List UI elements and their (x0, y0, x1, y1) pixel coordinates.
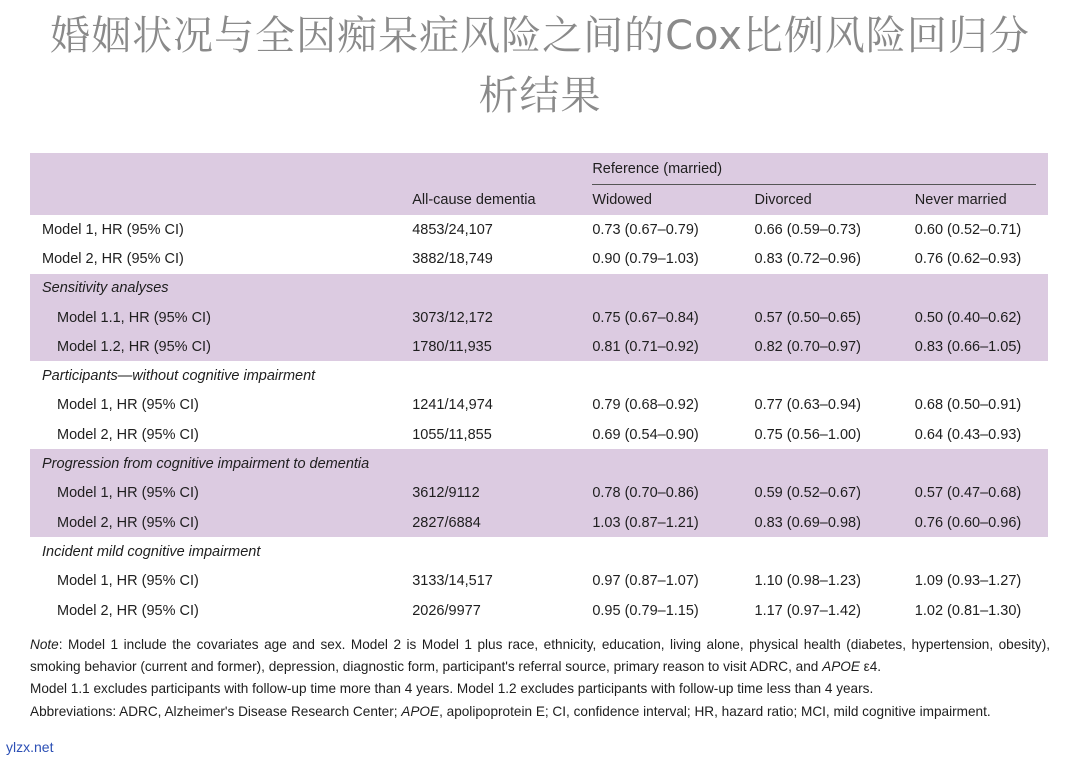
widowed-cell: 0.81 (0.71–0.92) (592, 332, 754, 361)
divorced-cell: 0.57 (0.50–0.65) (755, 303, 915, 332)
divorced-header: Divorced (755, 185, 915, 215)
section-title: Participants—without cognitive impairment (42, 368, 316, 385)
title-line-2: 析结果 (478, 73, 602, 119)
reference-header: Reference (married) (592, 153, 1048, 185)
cases-cell: 3073/12,172 (412, 303, 592, 332)
widowed-header: Widowed (592, 185, 754, 215)
never-married-cell: 0.68 (0.50–0.91) (914, 397, 1022, 414)
cases-cell: 2827/6884 (412, 508, 592, 537)
table-row (30, 567, 1048, 596)
header-row-reference (30, 153, 1048, 185)
cases-cell: 1241/14,974 (412, 397, 493, 414)
cases-cell: 4853/24,107 (412, 221, 493, 238)
table-note (30, 634, 1050, 723)
cases-cell: 1780/11,935 (412, 332, 592, 361)
abbr-text-end: , apolipoprotein E; CI, confidence interval; HR, hazard ratio; MCI, mild cognitive impairment. (439, 703, 991, 719)
watermark: ylzx.net (6, 739, 54, 755)
row-label: Model 1, HR (95% CI) (57, 397, 199, 414)
divorced-cell: 1.10 (0.98–1.23) (754, 573, 861, 590)
never-married-cell: 0.83 (0.66–1.05) (915, 332, 1048, 361)
widowed-cell: 0.78 (0.70–0.86) (592, 479, 754, 508)
widowed-cell: 0.75 (0.67–0.84) (592, 303, 754, 332)
never-married-header: Never married (915, 185, 1048, 215)
widowed-cell: 0.73 (0.67–0.79) (592, 221, 699, 238)
never-married-cell: 0.76 (0.62–0.93) (914, 250, 1022, 267)
divorced-cell: 0.82 (0.70–0.97) (755, 332, 915, 361)
abbr-text: Abbreviations: ADRC, Alzheimer's Disease Research Center; (30, 703, 402, 719)
row-label: Model 2, HR (95% CI) (42, 250, 184, 267)
divorced-cell: 0.75 (0.56–1.00) (754, 426, 861, 443)
never-married-cell: 0.64 (0.43–0.93) (914, 426, 1022, 443)
widowed-cell: 0.95 (0.79–1.15) (592, 602, 699, 619)
row-label: Model 2, HR (95% CI) (30, 508, 412, 537)
row-label: Model 1, HR (95% CI) (30, 479, 412, 508)
never-married-cell: 1.02 (0.81–1.30) (914, 602, 1022, 619)
page-title (0, 6, 1080, 126)
divorced-cell: 0.59 (0.52–0.67) (755, 479, 915, 508)
note-paragraph-models: Model 1.1 excludes participants with follow-up time more than 4 years. Model 1.2 excludes participants with follow-up time less than 4 years. (30, 681, 874, 697)
widowed-cell: 0.90 (0.79–1.03) (592, 250, 699, 267)
section-title: Incident mild cognitive impairment (42, 543, 261, 560)
never-married-cell: 0.60 (0.52–0.71) (914, 221, 1022, 238)
row-label: Model 2, HR (95% CI) (57, 426, 199, 443)
never-married-cell: 0.57 (0.47–0.68) (915, 479, 1048, 508)
cases-cell: 3882/18,749 (412, 250, 493, 267)
never-married-cell: 0.76 (0.60–0.96) (915, 508, 1048, 537)
widowed-cell: 0.79 (0.68–0.92) (592, 397, 699, 414)
table-row (30, 479, 1048, 508)
widowed-cell: 0.97 (0.87–1.07) (592, 573, 699, 590)
table-row (30, 596, 1048, 625)
table-row (30, 332, 1048, 361)
section-heading (30, 361, 1048, 390)
divorced-cell: 1.17 (0.97–1.42) (754, 602, 861, 619)
table-row (30, 215, 1048, 244)
cases-cell: 3612/9112 (412, 479, 592, 508)
note-text-end: ε4. (859, 659, 882, 675)
row-label: Model 1, HR (95% CI) (57, 573, 199, 590)
widowed-cell: 1.03 (0.87–1.21) (592, 508, 754, 537)
results-table (30, 153, 1048, 625)
table-row (30, 508, 1048, 537)
cases-cell: 2026/9977 (412, 602, 481, 619)
divorced-cell: 0.77 (0.63–0.94) (754, 397, 861, 414)
table-row (30, 420, 1048, 449)
divorced-cell: 0.66 (0.59–0.73) (754, 221, 861, 238)
cases-cell: 3133/14,517 (412, 573, 493, 590)
never-married-cell: 0.50 (0.40–0.62) (915, 303, 1048, 332)
table-row (30, 391, 1048, 420)
note-paragraph-covariates (30, 634, 1050, 678)
table-row (30, 244, 1048, 273)
section-heading (30, 449, 1048, 478)
section-title: Progression from cognitive impairment to dementia (30, 449, 1048, 478)
never-married-cell: 1.09 (0.93–1.27) (914, 573, 1022, 590)
widowed-cell: 0.69 (0.54–0.90) (592, 426, 699, 443)
all-cause-header: All-cause dementia (412, 185, 592, 215)
divorced-cell: 0.83 (0.69–0.98) (755, 508, 915, 537)
note-paragraph-abbreviations (30, 701, 1050, 723)
row-label: Model 1, HR (95% CI) (42, 221, 184, 238)
apoe-term: APOE (401, 703, 440, 719)
row-label: Model 1.2, HR (95% CI) (30, 332, 412, 361)
cases-cell: 1055/11,855 (412, 426, 492, 443)
title-line-1: 婚姻状况与全因痴呆症风险之间的Cox比例风险回归分 (50, 13, 1030, 59)
divorced-cell: 0.83 (0.72–0.96) (754, 250, 861, 267)
apoe-term: APOE (822, 659, 860, 675)
note-label: Note (30, 637, 59, 652)
header-row-columns (30, 185, 1048, 215)
section-heading (30, 537, 1048, 566)
note-text: : Model 1 include the covariates age and sex. Model 2 is Model 1 plus race, ethnicity, education, living alone, physical health (diabetes, hypertension, obesity), smoking behavior (current and former), depression, diagnostic form, participant's referral source, primary reason to visit ADRC, and (30, 637, 1050, 675)
table-row (30, 303, 1048, 332)
section-title: Sensitivity analyses (30, 274, 1048, 303)
row-label: Model 1.1, HR (95% CI) (30, 303, 412, 332)
section-heading (30, 274, 1048, 303)
row-label: Model 2, HR (95% CI) (57, 602, 199, 619)
